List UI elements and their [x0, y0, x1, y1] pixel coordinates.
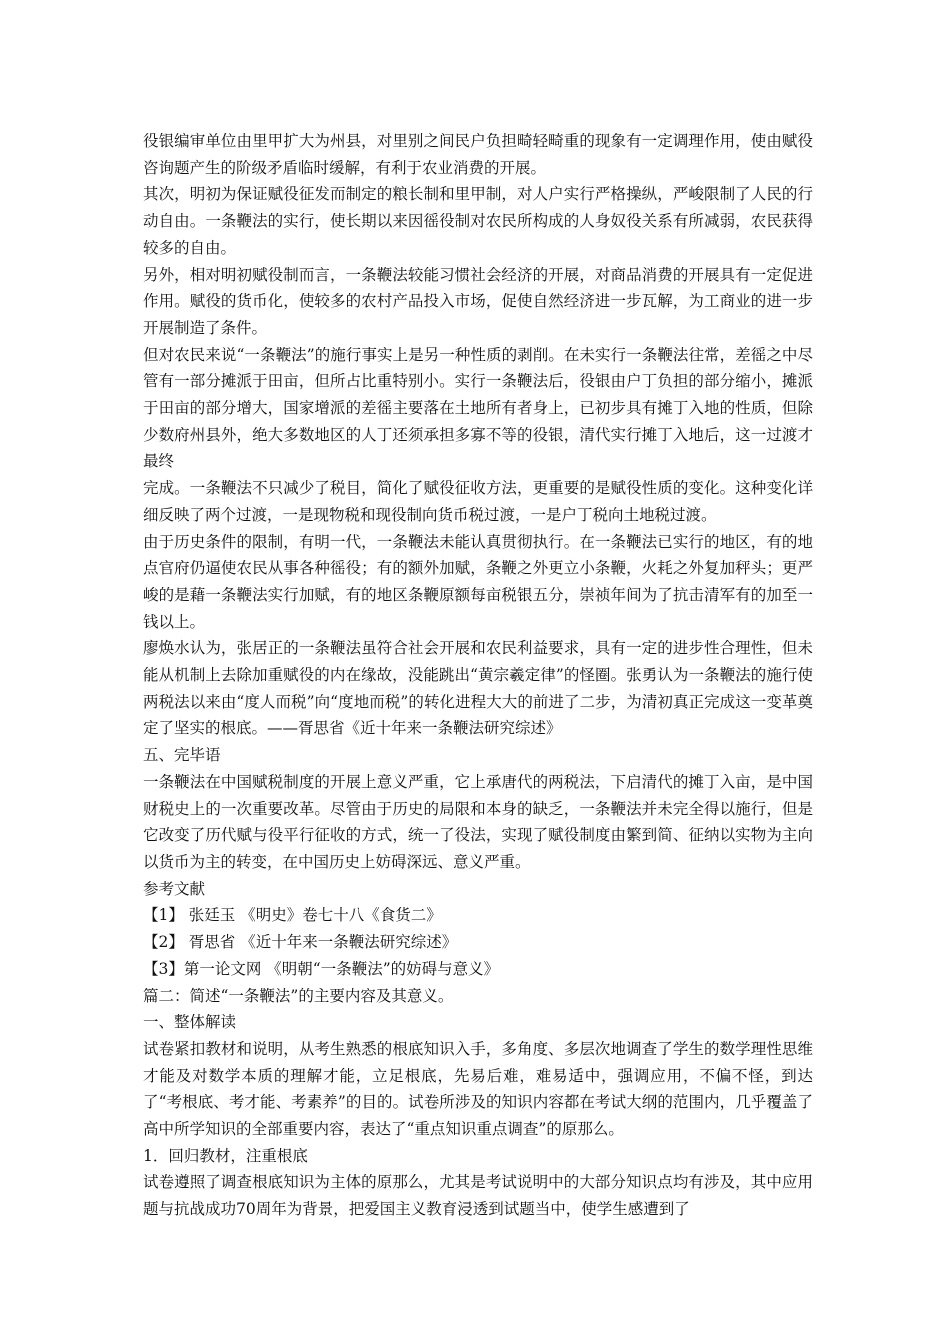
- paragraph-5: 完成。一条鞭法不只减少了税目，简化了赋役征收方法，更重要的是赋役性质的变化。这种变化详细反映了两个过渡，一是现物税和现役制向货币税过渡，一是户丁税向土地税过渡。: [143, 479, 813, 524]
- paragraph-3: 另外，相对明初赋役制而言，一条鞭法较能习惯社会经济的开展，对商品消费的开展具有一定促进作用。赋役的货币化，使较多的农村产品投入市场，促使自然经济进一步瓦解，为工商业的进一步开展制造了条件。: [143, 265, 813, 337]
- paragraph-conclusion: 一条鞭法在中国赋税制度的开展上意义严重，它上承唐代的两税法，下启清代的摊丁入亩，是中国财税史上的一次重要改革。尽管由于历史的局限和本身的缺乏，一条鞭法并未完全得以施行，但是它改变了历代赋与役平行征收的方式，统一了役法，实现了赋役制度由繁到简、征纳以实物为主向以货币为主的转变，在中国历史上妨碍深远、意义严重。: [143, 772, 813, 871]
- paragraph-overview: 试卷紧扣教材和说明，从考生熟悉的根底知识入手，多角度、多层次地调查了学生的数学理性思维才能及对数学本质的理解才能，立足根底，先易后难，难易适中，强调应用，不偏不怪，到达了“考根底、考才能、考素养”的目的。试卷所涉及的知识内容都在考试大纲的范围内，几乎覆盖了高中所学知识的全部重要内容，表达了“重点知识重点调查”的原那么。: [143, 1039, 813, 1139]
- subheading-1: 1．回归教材，注重根底: [143, 1146, 308, 1165]
- section-heading-conclusion: 五、完毕语: [143, 746, 221, 765]
- reference-3: 【3】第一论文网 《明朝“一条鞭法”的妨碍与意义》: [143, 959, 500, 978]
- document-body: [143, 128, 813, 1223]
- reference-1: 【1】 张廷玉 《明史》卷七十八《食货二》: [143, 906, 442, 925]
- references-heading: 参考文献: [143, 879, 206, 898]
- paragraph-6: 由于历史条件的限制，有明一代，一条鞭法未能认真贯彻执行。在一条鞭法已实行的地区，有的地点官府仍逼使农民从事各种徭役；有的额外加赋，条鞭之外更立小条鞭，火耗之外复加秤头；更严峻的是藉一条鞭法实行加赋，有的地区条鞭原额每亩税银五分，崇祯年间为了抗击清军有的加至一钱以上。: [143, 532, 813, 631]
- paragraph-4: 但对农民来说“一条鞭法”的施行事实上是另一种性质的剥削。在未实行一条鞭法往常，差徭之中尽管有一部分摊派于田亩，但所占比重特别小。实行一条鞭法后，役银由户丁负担的部分缩小，摊派于田亩的部分增大，国家增派的差徭主要落在土地所有者身上，已初步具有摊丁入地的性质，但除少数府州县外，绝大多数地区的人丁还须承担多寡不等的役银，清代实行摊丁入地后，这一过渡才最终: [143, 345, 813, 471]
- paragraph-7: 廖焕水认为，张居正的一条鞭法虽符合社会开展和农民利益要求，具有一定的进步性合理性，但未能从机制上去除加重赋役的内在缘故，没能跳出“黄宗羲定律”的怪圈。张勇认为一条鞭法的施行使两税法以来由“度人而税”向“度地而税”的转化进程大大的前进了二步，为清初真正完成这一变革奠定了坚实的根底。——胥思省《近十年来一条鞭法研究综述》: [143, 639, 813, 738]
- paragraph-1: 役银编审单位由里甲扩大为州县，对里别之间民户负担畸轻畸重的现象有一定调理作用，使由赋役咨询题产生的阶级矛盾临时缓解，有利于农业消费的开展。: [143, 132, 813, 177]
- section-heading-overview: 一、整体解读: [143, 1013, 237, 1032]
- paragraph-last: 试卷遵照了调查根底知识为主体的原那么，尤其是考试说明中的大部分知识点均有涉及，其中应用题与抗战成功70周年为背景，把爱国主义教育浸透到试题当中，使学生感遭到了: [143, 1173, 813, 1219]
- reference-2: 【2】 胥思省 《近十年来一条鞭法研究综述》: [143, 933, 458, 952]
- part-two-title: 篇二：简述“一条鞭法”的主要内容及其意义。: [143, 986, 454, 1005]
- paragraph-2: 其次，明初为保证赋役征发而制定的粮长制和里甲制，对人户实行严格操纵，严峻限制了人民的行动自由。一条鞭法的实行，使长期以来因徭役制对农民所构成的人身奴役关系有所减弱，农民获得较多的自由。: [143, 185, 813, 257]
